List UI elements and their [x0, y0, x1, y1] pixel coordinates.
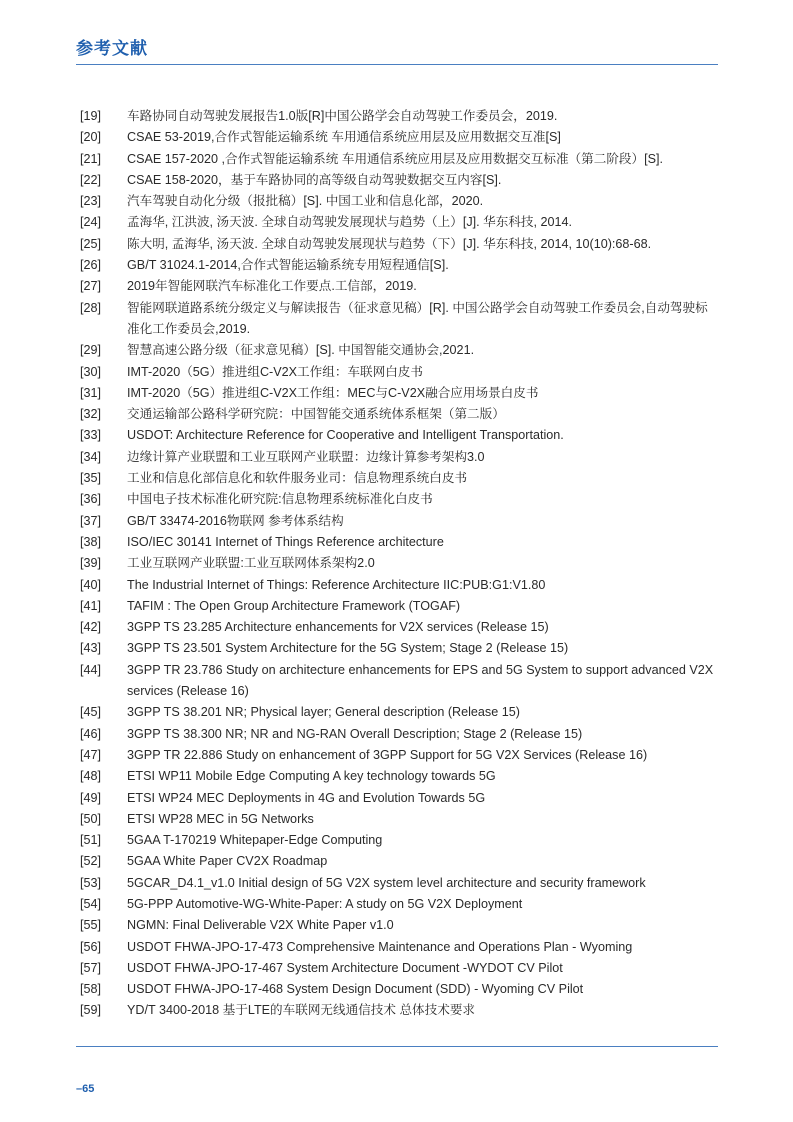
reference-item: [80, 979, 720, 1000]
reference-number: [20]: [80, 130, 102, 145]
reference-text: GB/T 33474-2016物联网 参考体系结构: [127, 513, 344, 528]
reference-number: [56]: [80, 939, 102, 954]
reference-item: [80, 788, 720, 809]
reference-number: [19]: [80, 109, 102, 123]
reference-item: [80, 873, 720, 894]
reference-item: [80, 383, 720, 404]
reference-text: USDOT FHWA-JPO-17-468 System Design Document (SDD) - Wyoming CV Pilot: [127, 982, 584, 997]
reference-number: [39]: [80, 556, 102, 571]
reference-text: 5GAA T-170219 Whitepaper-Edge Computing: [127, 833, 383, 848]
reference-item: [80, 489, 720, 510]
reference-text: USDOT FHWA-JPO-17-467 System Architecture Document -WYDOT CV Pilot: [127, 960, 563, 975]
reference-text: 智慧高速公路分级（征求意见稿）[S]. 中国智能交通协会,2021.: [127, 343, 475, 358]
reference-item: [80, 660, 720, 703]
reference-text: CSAE 158-2020，基于车路协同的高等级自动驾驶数据交互内容[S].: [127, 172, 502, 187]
reference-item: [80, 170, 720, 191]
reference-number: [29]: [80, 343, 102, 358]
reference-number: [58]: [80, 982, 102, 997]
reference-text: USDOT: Architecture Reference for Cooperative and Intelligent Transportation.: [127, 428, 564, 443]
reference-text: NGMN: Final Deliverable V2X White Paper v1.0: [127, 918, 394, 933]
reference-text: IMT-2020（5G）推进组C-V2X工作组：车联网白皮书: [127, 364, 423, 379]
reference-item: [80, 447, 720, 468]
reference-item: [80, 724, 720, 745]
reference-item: [80, 553, 720, 574]
page-title: 参考文献: [76, 39, 148, 58]
reference-item: [80, 958, 720, 979]
reference-text: 3GPP TR 23.786 Study on architecture enhancements for EPS and 5G System to support advanced V2X services (Release 16): [127, 662, 714, 699]
reference-number: [45]: [80, 705, 102, 720]
reference-item: [80, 511, 720, 532]
reference-text: 工业互联网产业联盟:工业互联网体系架构2.0: [127, 556, 375, 571]
reference-item: [80, 106, 720, 127]
reference-number: [59]: [80, 1003, 102, 1018]
reference-text: The Industrial Internet of Things: Reference Architecture IIC:PUB:G1:V1.80: [127, 577, 546, 592]
reference-item: [80, 127, 720, 148]
reference-text: ISO/IEC 30141 Internet of Things Reference architecture: [127, 534, 444, 549]
reference-item: [80, 212, 720, 233]
reference-item: [80, 937, 720, 958]
reference-number: [35]: [80, 471, 102, 486]
reference-text: CSAE 157-2020 ,合作式智能运输系统 车用通信系统应用层及应用数据交互标准（第二阶段）[S].: [127, 151, 664, 166]
reference-text: 3GPP TS 23.285 Architecture enhancements for V2X services (Release 15): [127, 620, 549, 635]
page-number: –65: [76, 1083, 95, 1095]
reference-text: 交通运输部公路科学研究院：中国智能交通系统体系框架（第二版）: [127, 407, 505, 422]
reference-item: [80, 362, 720, 383]
reference-item: [80, 638, 720, 659]
reference-number: [25]: [80, 236, 102, 251]
reference-number: [27]: [80, 279, 102, 294]
reference-number: [30]: [80, 364, 102, 379]
reference-number: [23]: [80, 194, 102, 209]
reference-item: [80, 532, 720, 553]
reference-number: [42]: [80, 620, 102, 635]
reference-item: [80, 766, 720, 787]
reference-number: [33]: [80, 428, 102, 443]
reference-number: [53]: [80, 875, 102, 890]
reference-number: [55]: [80, 918, 102, 933]
reference-item: [80, 340, 720, 361]
reference-number: [31]: [80, 385, 102, 400]
reference-item: [80, 915, 720, 936]
reference-number: [52]: [80, 854, 102, 869]
reference-number: [43]: [80, 641, 102, 656]
reference-list: [80, 106, 720, 1022]
reference-text: TAFIM : The Open Group Architecture Framework (TOGAF): [127, 598, 461, 613]
reference-item: [80, 851, 720, 872]
reference-text: 3GPP TR 22.886 Study on enhancement of 3GPP Support for 5G V2X Services (Release 16): [127, 747, 648, 762]
reference-text: ETSI WP24 MEC Deployments in 4G and Evolution Towards 5G: [127, 790, 486, 805]
reference-number: [40]: [80, 577, 102, 592]
reference-item: [80, 809, 720, 830]
reference-item: [80, 191, 720, 212]
reference-text: GB/T 31024.1-2014,合作式智能运输系统专用短程通信[S].: [127, 258, 449, 273]
reference-item: [80, 894, 720, 915]
reference-text: 5GAA White Paper CV2X Roadmap: [127, 854, 328, 869]
reference-item: [80, 575, 720, 596]
reference-text: 5GCAR_D4.1_v1.0 Initial design of 5G V2X system level architecture and security framework: [127, 875, 646, 890]
reference-item: [80, 617, 720, 638]
reference-text: 2019年智能网联汽车标准化工作要点.工信部，2019.: [127, 279, 417, 294]
reference-number: [37]: [80, 513, 102, 528]
reference-item: [80, 234, 720, 255]
reference-text: ETSI WP28 MEC in 5G Networks: [127, 811, 314, 826]
reference-item: [80, 404, 720, 425]
reference-number: [48]: [80, 769, 102, 784]
reference-text: 车路协同自动驾驶发展报告1.0版[R]中国公路学会自动驾驶工作委员会，2019.: [127, 109, 558, 123]
reference-text: USDOT FHWA-JPO-17-473 Comprehensive Maintenance and Operations Plan - Wyoming: [127, 939, 633, 954]
reference-number: [36]: [80, 492, 102, 507]
footer-divider: [76, 1046, 718, 1047]
reference-number: [51]: [80, 833, 102, 848]
reference-text: 陈大明, 孟海华, 汤天波. 全球自动驾驶发展现状与趋势（下）[J]. 华东科技, 2014, 10(10):68-68.: [127, 236, 652, 251]
reference-item: [80, 298, 720, 341]
reference-text: 中国电子技术标准化研究院:信息物理系统标准化白皮书: [127, 492, 433, 507]
reference-text: 智能网联道路系统分级定义与解读报告（征求意见稿）[R]. 中国公路学会自动驾驶工作委员会,自动驾驶标准化工作委员会,2019.: [127, 300, 708, 336]
reference-number: [49]: [80, 790, 102, 805]
reference-number: [28]: [80, 300, 102, 315]
reference-number: [38]: [80, 534, 102, 549]
reference-number: [21]: [80, 151, 102, 166]
reference-item: [80, 255, 720, 276]
reference-number: [22]: [80, 172, 102, 187]
reference-text: CSAE 53-2019,合作式智能运输系统 车用通信系统应用层及应用数据交互准[S]: [127, 130, 561, 145]
reference-number: [32]: [80, 407, 102, 422]
reference-text: IMT-2020（5G）推进组C-V2X工作组：MEC与C-V2X融合应用场景白皮书: [127, 385, 539, 400]
reference-text: YD/T 3400-2018 基于LTE的车联网无线通信技术 总体技术要求: [127, 1003, 476, 1018]
reference-number: [50]: [80, 811, 102, 826]
reference-item: [80, 468, 720, 489]
reference-item: [80, 425, 720, 446]
reference-text: 3GPP TS 23.501 System Architecture for the 5G System; Stage 2 (Release 15): [127, 641, 569, 656]
reference-text: 汽车驾驶自动化分级（报批稿）[S]. 中国工业和信息化部，2020.: [127, 194, 484, 209]
reference-text: 边缘计算产业联盟和工业互联网产业联盟：边缘计算参考架构3.0: [127, 449, 485, 464]
reference-text: 3GPP TS 38.201 NR; Physical layer; General description (Release 15): [127, 705, 520, 720]
reference-number: [57]: [80, 960, 102, 975]
reference-text: ETSI WP11 Mobile Edge Computing A key technology towards 5G: [127, 769, 496, 784]
reference-number: [34]: [80, 449, 102, 464]
reference-item: [80, 830, 720, 851]
reference-number: [47]: [80, 747, 102, 762]
header-divider: [76, 64, 718, 65]
reference-text: 3GPP TS 38.300 NR; NR and NG-RAN Overall Description; Stage 2 (Release 15): [127, 726, 583, 741]
reference-item: [80, 596, 720, 617]
reference-item: [80, 745, 720, 766]
reference-number: [24]: [80, 215, 102, 230]
reference-number: [46]: [80, 726, 102, 741]
reference-text: 孟海华, 江洪波, 汤天波. 全球自动驾驶发展现状与趋势（上）[J]. 华东科技, 2014.: [127, 215, 573, 230]
reference-text: 工业和信息化部信息化和软件服务业司：信息物理系统白皮书: [127, 471, 468, 486]
reference-number: [41]: [80, 598, 102, 613]
reference-number: [26]: [80, 258, 102, 273]
reference-text: 5G-PPP Automotive-WG-White-Paper: A study on 5G V2X Deployment: [127, 896, 523, 911]
reference-item: [80, 149, 720, 170]
reference-item: [80, 702, 720, 723]
reference-number: [54]: [80, 896, 102, 911]
reference-item: [80, 1000, 720, 1021]
reference-number: [44]: [80, 662, 102, 677]
reference-item: [80, 276, 720, 297]
